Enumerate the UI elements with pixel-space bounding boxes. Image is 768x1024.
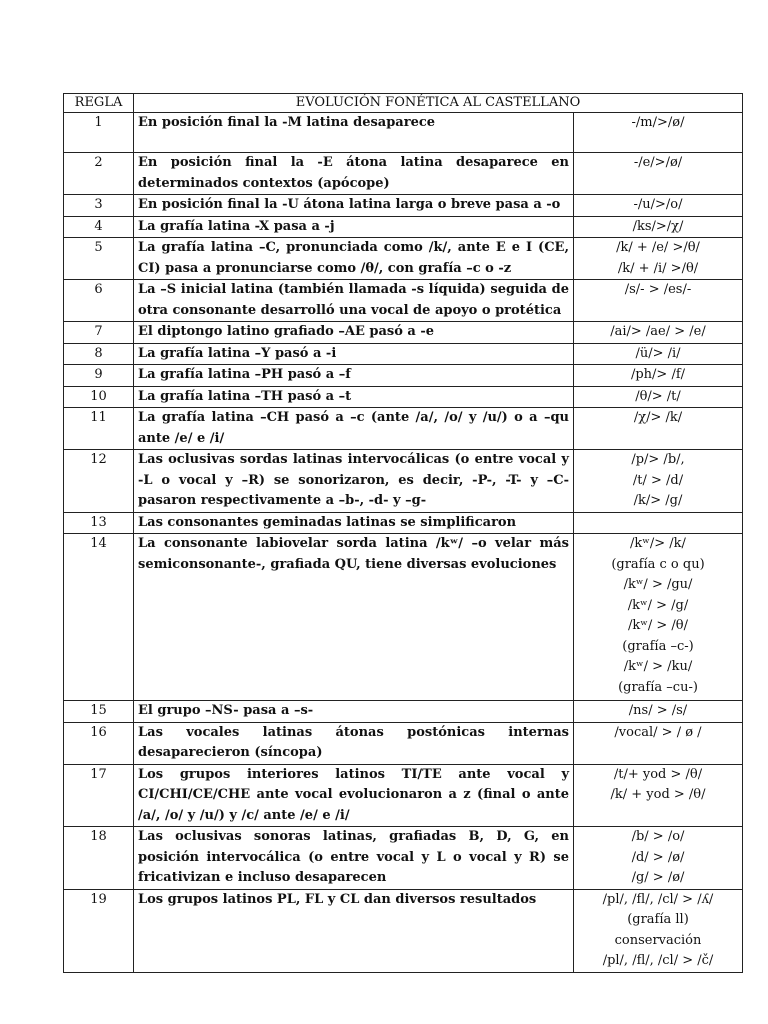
- rule-description: Los grupos latinos PL, FL y CL dan diversos resultados: [134, 889, 574, 972]
- table-row: [64, 450, 743, 513]
- rule-result: [574, 386, 743, 408]
- result-line: /kʷ/ > /ku/: [623, 659, 693, 674]
- rule-result: [574, 408, 743, 450]
- rule-result: [574, 450, 743, 513]
- result-line: /t/+ yod > /θ/: [613, 766, 703, 782]
- result-line: /kʷ/ > /gu/: [623, 577, 693, 592]
- rule-result: [574, 701, 743, 723]
- rule-number: 11: [64, 408, 134, 450]
- rule-description: El grupo –NS- pasa a –s-: [134, 701, 574, 723]
- rule-description: Las oclusivas sordas latinas intervocálicas (o entre vocal y -L o vocal y –R) se sonorizaron, es decir, -P-, -T- y –C- pasaron respectivamente a –b-, -d- y –g-: [134, 450, 574, 513]
- rule-description: En posición final la -E átona latina desaparece en determinados contextos (apócope): [134, 153, 574, 195]
- table-row: [64, 343, 743, 365]
- rule-result: [574, 512, 743, 534]
- result-line: /k/> /g/: [633, 493, 683, 508]
- rule-number: 2: [64, 153, 134, 195]
- rule-number: 6: [64, 280, 134, 322]
- rule-number: 10: [64, 386, 134, 408]
- rule-result: [574, 153, 743, 195]
- table-row: [64, 408, 743, 450]
- result-line: /b/ > /o/: [631, 829, 685, 844]
- result-line: /p/> /b/,: [631, 452, 685, 467]
- result-line: /pl/, /fl/, /cl/ > /ʎ/: [602, 891, 714, 907]
- result-line: /χ/> /k/: [633, 410, 683, 425]
- table-row: [64, 322, 743, 344]
- rule-description: Las consonantes geminadas latinas se simplificaron: [134, 512, 574, 534]
- rule-number: 15: [64, 701, 134, 723]
- result-line: /vocal/ > / ø /: [614, 724, 702, 740]
- result-line: /k/ + /e/ >/θ/: [616, 240, 700, 255]
- result-line: /pl/, /fl/, /cl/ > /č/: [602, 953, 714, 968]
- table-row: [64, 238, 743, 280]
- table-row: [64, 153, 743, 195]
- table-row: [64, 195, 743, 217]
- header-evolution: EVOLUCIÓN FONÉTICA AL CASTELLANO: [134, 94, 743, 113]
- rule-number: 9: [64, 365, 134, 387]
- phonetic-rules-table: [63, 93, 743, 973]
- table-row: [64, 386, 743, 408]
- rule-description: Las vocales latinas átonas postónicas internas desaparecieron (síncopa): [134, 722, 574, 764]
- rule-description: En posición final la -M latina desaparece: [134, 113, 574, 153]
- result-line: /ks/>/χ/: [632, 218, 684, 234]
- result-line: /kʷ/> /k/: [630, 536, 686, 551]
- rule-result: [574, 343, 743, 365]
- rule-description: El diptongo latino grafiado –AE pasó a -e: [134, 322, 574, 344]
- rule-number: 7: [64, 322, 134, 344]
- rule-description: La grafía latina –C, pronunciada como /k/, ante E e I (CE, CI) pasa a pronunciarse como /θ/, con grafía –c o -z: [134, 238, 574, 280]
- rule-number: 19: [64, 889, 134, 972]
- table-row: [64, 365, 743, 387]
- rule-number: 13: [64, 512, 134, 534]
- result-line: /ph/> /f/: [630, 367, 686, 382]
- table-row: [64, 534, 743, 701]
- result-line: /ai/> /ae/ > /e/: [610, 324, 706, 339]
- rule-number: 18: [64, 827, 134, 890]
- rule-result: [574, 827, 743, 890]
- rule-description: La grafía latina –Y pasó a -i: [134, 343, 574, 365]
- rule-description: La consonante labiovelar sorda latina /kʷ/ –o velar más semiconsonante-, grafiada QU, tiene diversas evoluciones: [134, 534, 574, 701]
- result-line: -/e/>/ø/: [633, 155, 683, 170]
- result-line: /ns/ > /s/: [628, 703, 688, 718]
- table-row: [64, 701, 743, 723]
- rule-number: 1: [64, 113, 134, 153]
- rule-number: 3: [64, 195, 134, 217]
- table-row: [64, 216, 743, 238]
- rule-description: Las oclusivas sonoras latinas, grafiadas B, D, G, en posición intervocálica (o entre vocal y L o vocal y R) se fricativizan e incluso desaparecen: [134, 827, 574, 890]
- result-line: -/m/>/ø/: [631, 115, 685, 130]
- rule-result: [574, 238, 743, 280]
- rule-number: 16: [64, 722, 134, 764]
- rule-description: La grafía latina -X pasa a -j: [134, 216, 574, 238]
- rule-number: 5: [64, 238, 134, 280]
- rule-description: La grafía latina –TH pasó a –t: [134, 386, 574, 408]
- rule-result: [574, 280, 743, 322]
- rule-result: [574, 534, 743, 701]
- table-row: [64, 113, 743, 153]
- result-line: (grafía –c-): [622, 638, 694, 654]
- result-line: (grafía –cu-): [618, 679, 698, 695]
- rule-result: [574, 764, 743, 827]
- table-row: [64, 889, 743, 972]
- rule-result: [574, 365, 743, 387]
- rule-result: [574, 113, 743, 153]
- result-line: -/u/>/o/: [633, 197, 683, 212]
- table-body: [64, 113, 743, 973]
- table-row: [64, 827, 743, 890]
- result-line: /kʷ/ > /θ/: [628, 618, 688, 633]
- rule-result: [574, 722, 743, 764]
- rule-description: Los grupos interiores latinos TI/TE ante vocal y CI/CHI/CE/CHE ante vocal evolucionaron a z (final o ante /a/, /o/ y /u/) y /c/ ante /e/ e /i/: [134, 764, 574, 827]
- header-rule: REGLA: [64, 94, 134, 113]
- result-line: /g/ > /ø/: [631, 870, 685, 885]
- rule-description: La –S inicial latina (también llamada -s líquida) seguida de otra consonante desarrolló una vocal de apoyo o protética: [134, 280, 574, 322]
- rule-description: La grafía latina –CH pasó a –c (ante /a/, /o/ y /u/) o a –qu ante /e/ e /i/: [134, 408, 574, 450]
- rule-result: [574, 195, 743, 217]
- result-line: /t/ > /d/: [632, 472, 684, 488]
- result-line: /s/- > /es/-: [624, 282, 692, 297]
- table-row: [64, 280, 743, 322]
- rule-result: [574, 216, 743, 238]
- result-line: /ü/> /i/: [635, 345, 681, 361]
- result-line: conservación: [614, 932, 702, 948]
- result-line: (grafía c o qu): [611, 556, 705, 572]
- rule-number: 17: [64, 764, 134, 827]
- result-line: /k/ + yod > /θ/: [610, 787, 706, 802]
- rule-number: 12: [64, 450, 134, 513]
- result-line: /d/ > /ø/: [631, 849, 685, 865]
- rule-number: 4: [64, 216, 134, 238]
- result-line: /k/ + /i/ >/θ/: [617, 260, 699, 276]
- rule-result: [574, 322, 743, 344]
- table-header-row: [64, 94, 743, 113]
- table-row: [64, 764, 743, 827]
- rule-description: La grafía latina –PH pasó a –f: [134, 365, 574, 387]
- rule-description: En posición final la -U átona latina larga o breve pasa a -o: [134, 195, 574, 217]
- rule-number: 14: [64, 534, 134, 701]
- result-line: (grafía ll): [627, 912, 689, 927]
- result-line: /kʷ/ > /g/: [627, 597, 689, 613]
- table-row: [64, 722, 743, 764]
- rule-number: 8: [64, 343, 134, 365]
- result-line: /θ/> /t/: [635, 388, 681, 404]
- table-row: [64, 512, 743, 534]
- rule-result: [574, 889, 743, 972]
